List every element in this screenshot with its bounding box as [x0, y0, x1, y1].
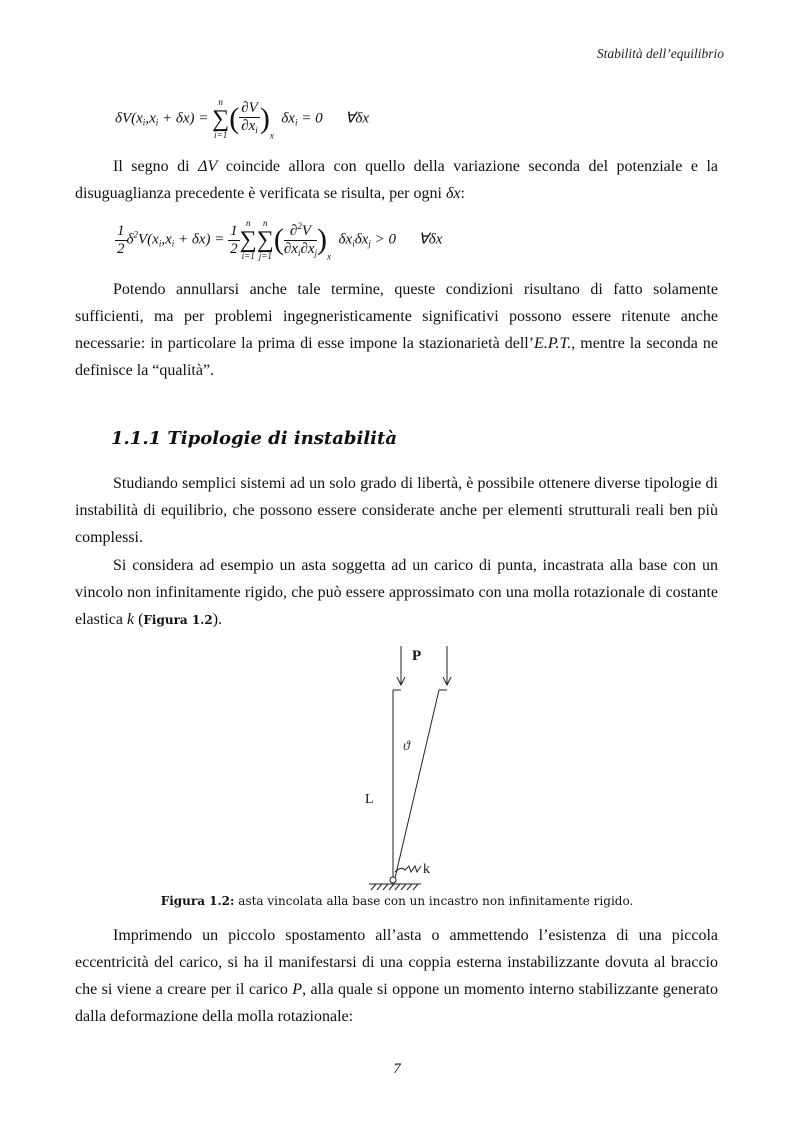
running-header: Stabilità dell’equilibrio — [596, 46, 724, 61]
length-label-l: L — [365, 792, 374, 807]
section-heading: 1.1.1 Tipologie di instabilità — [111, 428, 397, 449]
summation-symbol-i: n ∑ i=1 — [239, 218, 257, 261]
figure-caption: Figura 1.2: asta vincolata alla base con un incastro non infinitamente rigido. — [160, 894, 634, 908]
second-partial-fraction: $\frac{\partial^2V}{\partial x_i\partial x_j}$ — [284, 218, 317, 262]
angle-label-theta: ϑ — [403, 739, 410, 754]
paragraph-sufficient-conditions: Potendo annullarsi anche tale termine, queste condizioni risultano di fatto solamente sufficienti, ma per problemi ingegneristicamente significativi possono essere ritenute anche necessarie: in particolare la prima di esse impone la stazionarietà dell’E.P.T., mentre la seconda ne definisce la “qualità”. — [75, 281, 718, 379]
partial-fraction: $\frac{\partial V}{\partial x_i}$ — [241, 99, 258, 135]
rod-deflected — [395, 690, 439, 878]
figure-rod-diagram — [355, 640, 475, 895]
paragraph-sign-condition: Il segno di ΔV coincide allora con quello della variazione seconda del potenziale e la disuguaglianza precedente è verificata se risulta, per ogni δx: — [75, 158, 719, 202]
rotational-spring — [395, 866, 421, 872]
summation-symbol-j: n ∑ j=1 — [256, 218, 274, 261]
paragraph-displacement: Imprimendo un piccolo spostamento all’asta o ammettendo l’esistenza di una piccola eccentricità del carico, si ha il manifestarsi di una coppia esterna instabilizzante dovuta al braccio che si viene a creare per il carico P, alla quale si oppone un momento interno stabilizzante generato dalla deformazione della molla rotazionale: — [75, 927, 718, 1025]
paragraph-example-rod: Si considera ad esempio un asta soggetta ad un carico di punta, incastrata alla base con un vincolo non infinitamente rigido, che può essere approssimato con una molla rotazionale di costante elastica k (Figura 1.2). — [75, 557, 718, 628]
summation-symbol: n ∑ i=1 — [212, 97, 230, 140]
base-hinge — [390, 877, 396, 883]
equation-second-variation: $\frac{1}{2}$ $\delta^2V(x_i,x_i + \delta x)$ = $\frac{1}{2}$ n ∑ i=1n ∑ j=1( $\frac{\partial^2V}{\partial x_i\partial x_j}$ )$_x$ $\delta x_i\delta x_j > 0$ ∀δx — [117, 218, 443, 262]
load-label-p: P — [412, 648, 422, 664]
equation-first-variation: $\delta V(x_i,x_i + \delta x) = n$ ∑ i=1( $\frac{\partial V}{\partial x_i}$ )$_x$ $\delta x_i = 0$ ∀δx — [115, 97, 369, 141]
figure-reference-link[interactable]: Figura 1.2 — [143, 613, 213, 627]
page-number: 7 — [393, 1061, 401, 1077]
paragraph-instability-types: Studiando semplici sistemi ad un solo grado di libertà, è possibile ottenere diverse tipologie di instabilità di equilibrio, che possono essere considerate anche per elementi strutturali reali ben più complessi. — [75, 475, 718, 546]
ground-hatching — [371, 884, 418, 890]
spring-label-k: k — [423, 862, 430, 877]
